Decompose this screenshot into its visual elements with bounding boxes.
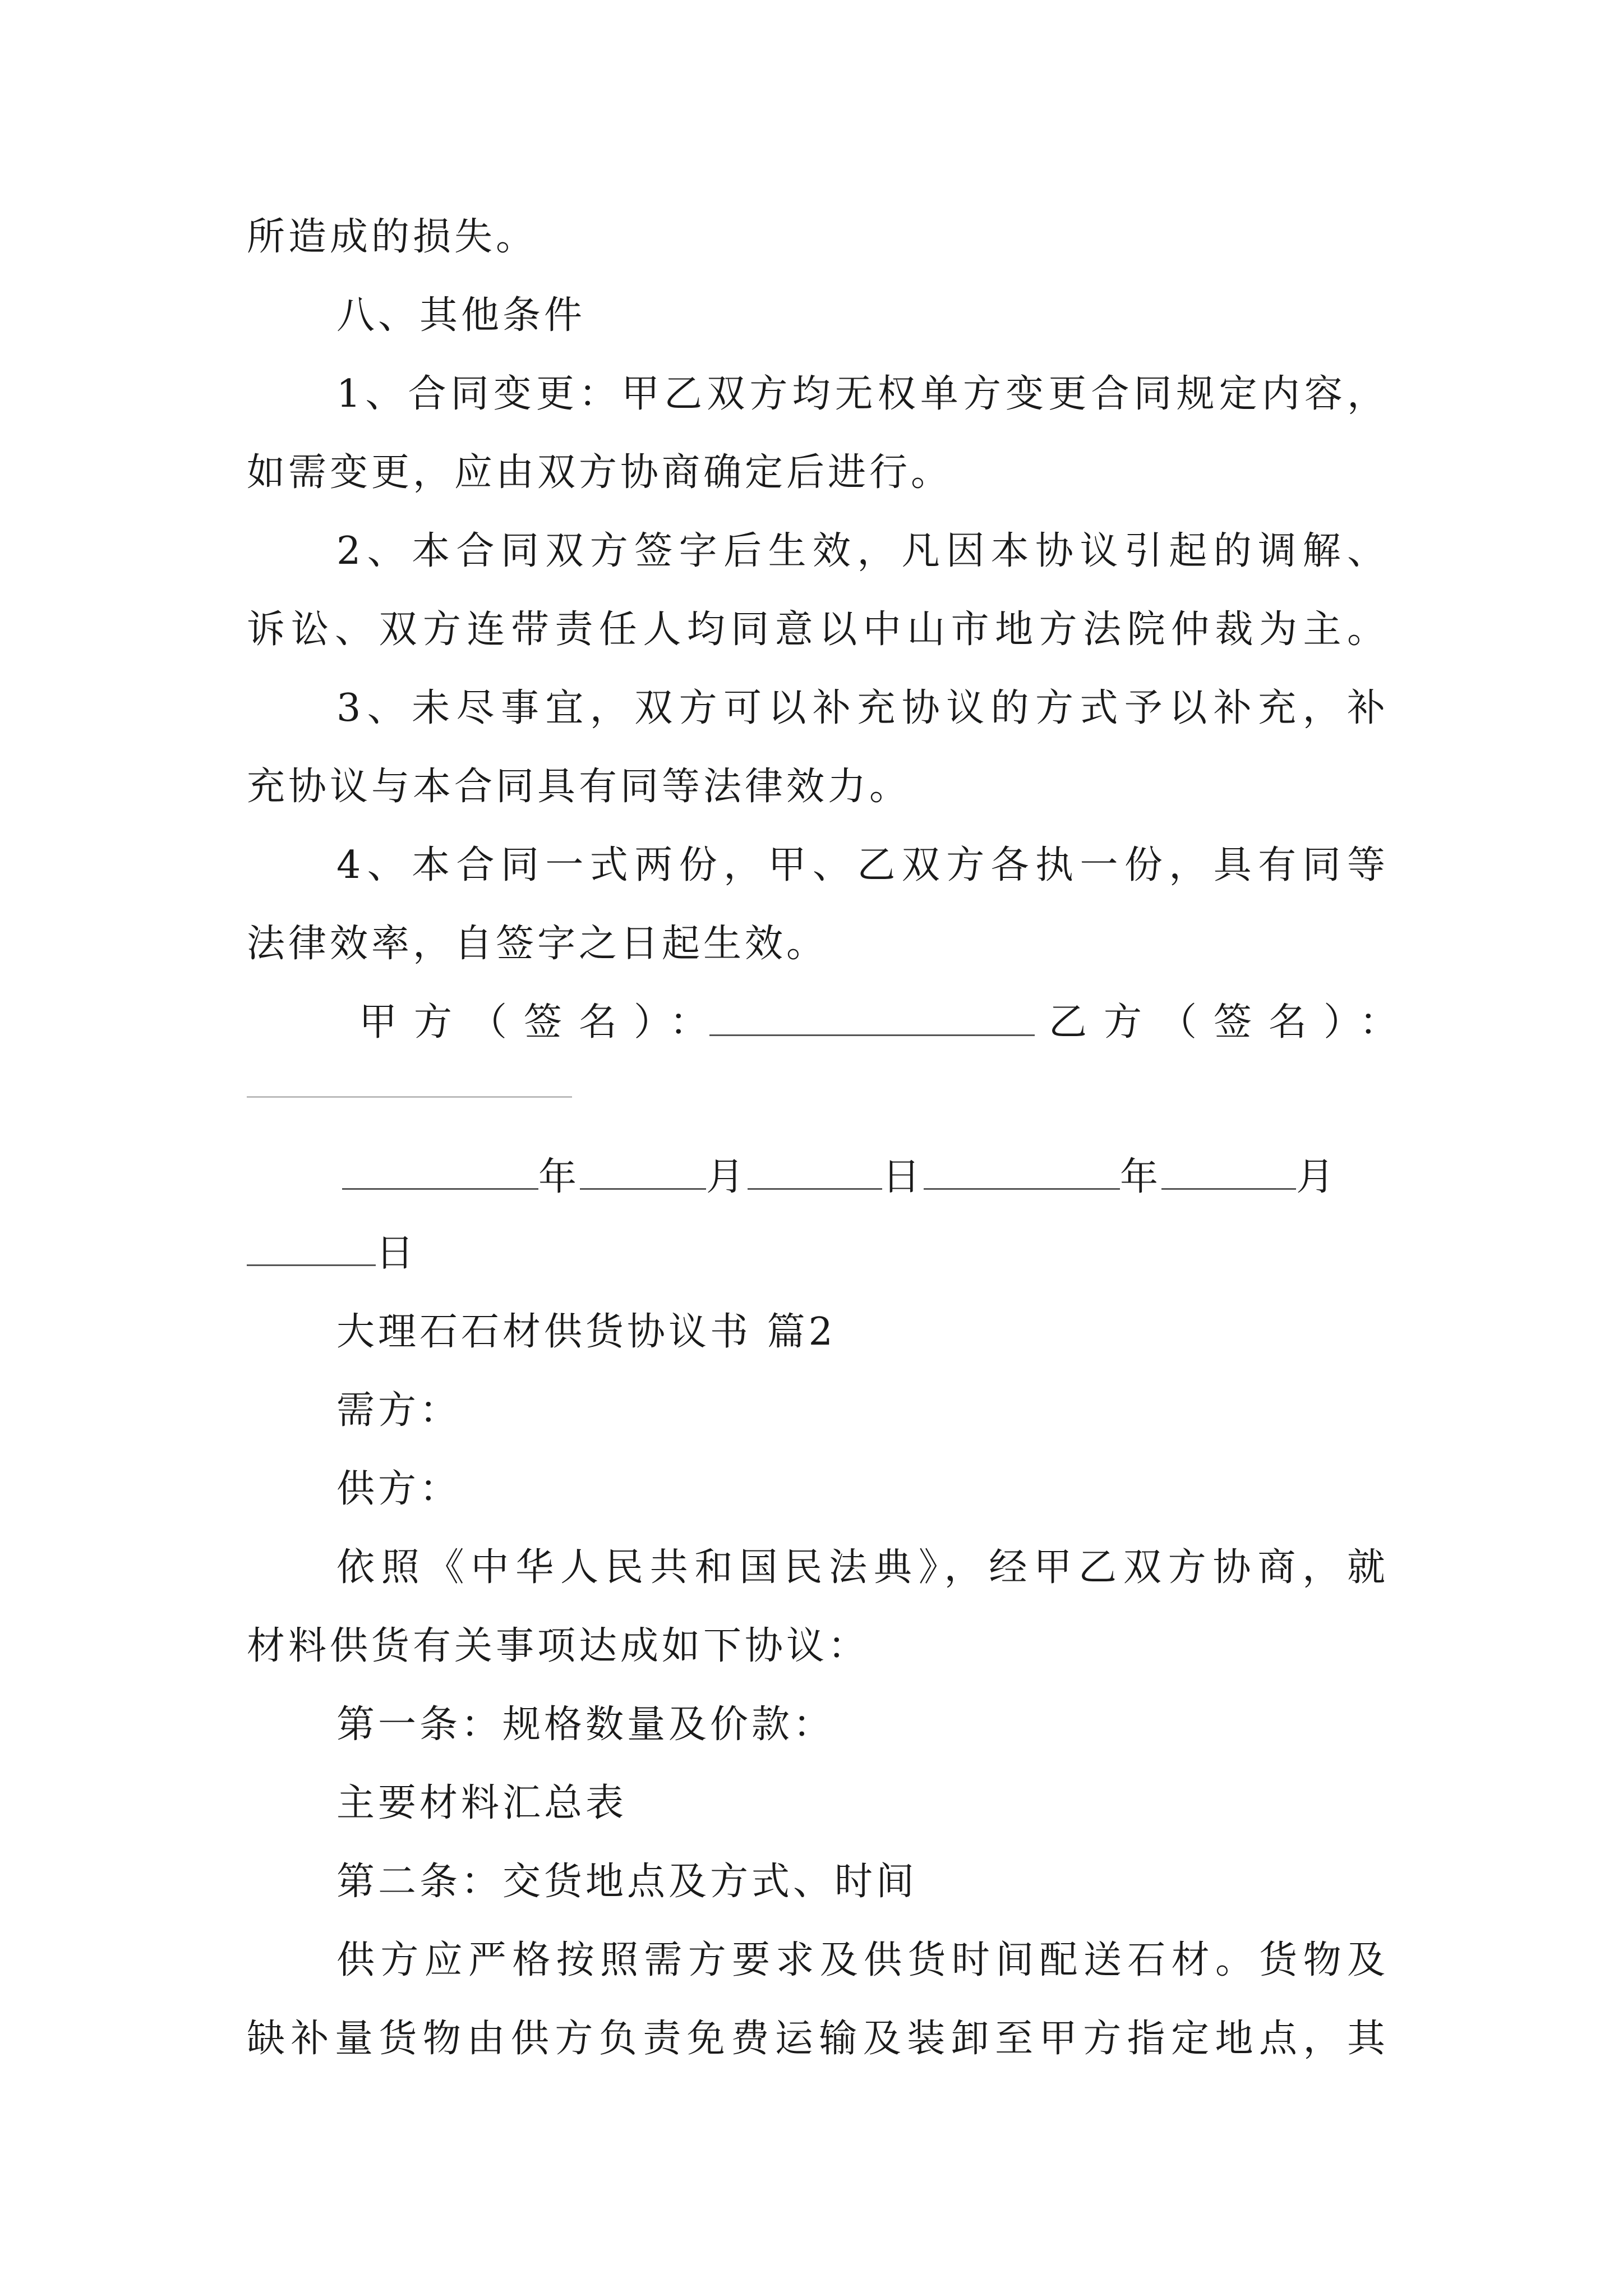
clause-1-line-2: 如需变更，应由双方协商确定后进行。 [247,450,953,495]
day-blank [748,1151,882,1190]
section-heading: 八、其他条件 [336,293,586,338]
date-row-party-a [342,1151,1338,1203]
intro-line-2: 材料供货有关事项达成如下协议： [247,1624,870,1668]
supplier-label: 供方： [336,1467,462,1511]
party-a-signature-label: 甲方（签名）： [359,1000,725,1045]
clause-3-line-2: 充协议与本合同具有同等法律效力。 [247,765,911,809]
intro-line-1: 依照《中华人民共和国民法典》，经甲乙双方协商，就 [336,1545,1385,1590]
month-blank [1161,1151,1296,1190]
clause-2-line-1: 2、本合同双方签字后生效，凡因本协议引起的调解、 [336,529,1385,573]
party-b-signature-blank [247,1059,572,1111]
demander-label: 需方： [336,1388,462,1433]
year-blank [924,1151,1120,1190]
month-blank [580,1151,706,1190]
date-row-party-b-day [247,1227,417,1279]
materials-table-title: 主要材料汇总表 [336,1781,628,1825]
month-label: 月 [1296,1155,1338,1199]
party-a-signature-blank [709,997,1035,1049]
clause-4-line-1: 4、本合同一式两份，甲、乙双方各执一份，具有同等 [336,843,1385,887]
article-1-heading: 第一条：规格数量及价款： [336,1703,835,1747]
day-label: 日 [376,1231,418,1276]
clause-4-line-2: 法律效率，自签字之日起生效。 [247,922,828,966]
party-b-signature-label: 乙方（签名）： [1049,1000,1415,1045]
article-title: 大理石石材供货协议书 篇2 [336,1310,836,1354]
year-label: 年 [538,1155,580,1199]
year-label: 年 [1120,1155,1162,1199]
article-2-heading: 第二条：交货地点及方式、时间 [336,1860,918,1904]
clause-3-line-1: 3、未尽事宜，双方可以补充协议的方式予以补充，补 [336,686,1385,730]
clause-1-line-1: 1、合同变更：甲乙双方均无权单方变更合同规定内容， [336,372,1385,416]
delivery-line-1: 供方应严格按照需方要求及供货时间配送石材。货物及 [336,1938,1385,1982]
clause-2-line-2: 诉讼、双方连带责任人均同意以中山市地方法院仲裁为主。 [247,608,1385,652]
day-label: 日 [882,1155,924,1199]
paragraph-end: 所造成的损失。 [247,215,538,259]
delivery-line-2: 缺补量货物由供方负责免费运输及装卸至甲方指定地点，其 [247,2017,1385,2061]
year-blank [342,1151,538,1190]
month-label: 月 [706,1155,748,1199]
day-blank [247,1227,376,1266]
